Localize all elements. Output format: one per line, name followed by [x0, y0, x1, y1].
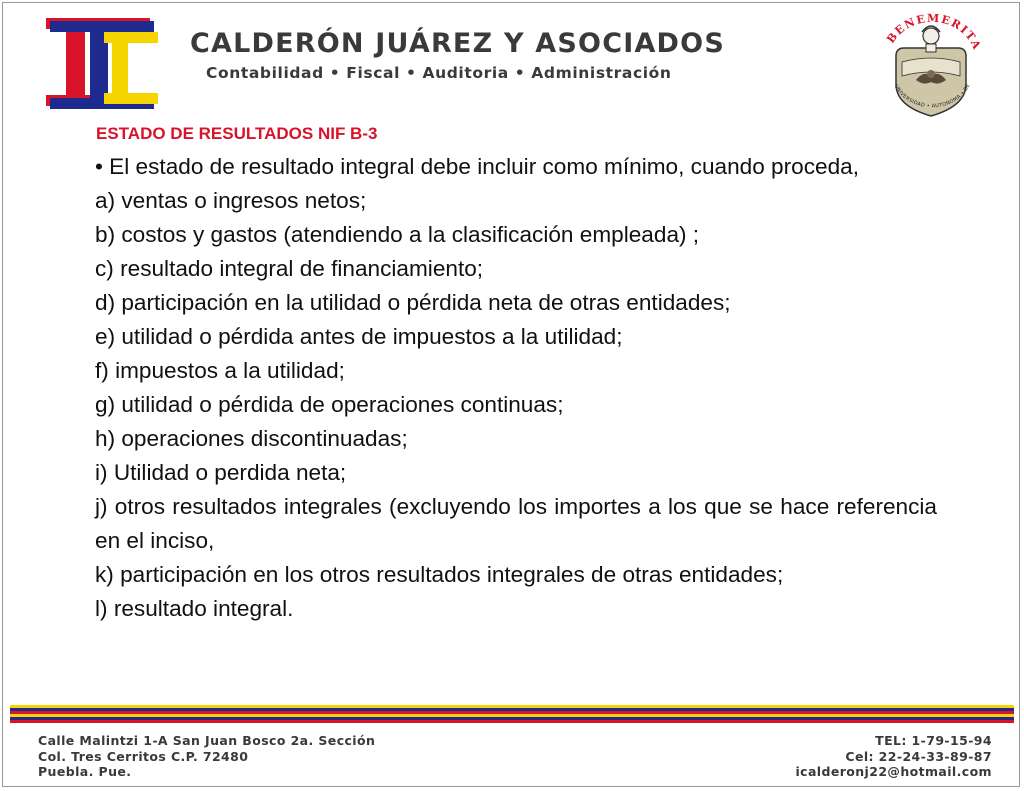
list-item: g) utilidad o pérdida de operaciones continuas;: [95, 392, 564, 417]
list-item: b) costos y gastos (atendiendo a la clasificación empleada) ;: [95, 222, 700, 247]
cell-number: Cel: 22-24-33-89-87: [845, 748, 992, 764]
list-item: l) resultado integral.: [95, 596, 294, 621]
company-logo-icon: [46, 18, 158, 110]
footer-stripes: [10, 705, 1014, 723]
list-item: d) participación en la utilidad o pérdida neta de otras entidades;: [95, 290, 731, 315]
list-item: i) Utilidad o perdida neta;: [95, 460, 347, 485]
footer-address: [38, 733, 375, 780]
list-item: e) utilidad o pérdida antes de impuestos a la utilidad;: [95, 324, 623, 349]
list-item: k) participación en los otros resultados integrales de otras entidades;: [95, 562, 784, 587]
list-item: a) ventas o ingresos netos;: [95, 188, 367, 213]
list-item: f) impuestos a la utilidad;: [95, 358, 345, 383]
footer-contact: [795, 733, 992, 780]
address-line: Col. Tres Cerritos C.P. 72480: [38, 748, 249, 764]
company-services: Contabilidad • Fiscal • Auditoria • Administración: [206, 64, 672, 82]
company-name: CALDERÓN JUÁREZ Y ASOCIADOS: [190, 28, 725, 59]
phone-number: TEL: 1-79-15-94: [875, 733, 992, 748]
university-seal-icon: [872, 10, 990, 122]
content-body: [95, 150, 937, 626]
intro-paragraph: • El estado de resultado integral debe incluir como mínimo, cuando proceda,: [95, 154, 859, 179]
svg-text:UNIVERSIDAD • AUTONOMA • DE PU: UNIVERSIDAD • AUTONOMA • DE: [892, 82, 972, 110]
address-line: Puebla. Pue.: [38, 764, 132, 779]
list-item: j) otros resultados integrales (excluyendo los importes a los que se hace referencia en el inciso,: [95, 494, 937, 553]
section-title: ESTADO DE RESULTADOS NIF B-3: [96, 124, 378, 143]
list-item: h) operaciones discontinuadas;: [95, 426, 408, 451]
email-address: icalderonj22@hotmail.com: [795, 764, 992, 779]
svg-text:BENEMERITA: BENEMERITA: [884, 11, 984, 53]
address-line: Calle Malintzi 1-A San Juan Bosco 2a. Sección: [38, 733, 376, 748]
list-item: c) resultado integral de financiamiento;: [95, 256, 484, 281]
